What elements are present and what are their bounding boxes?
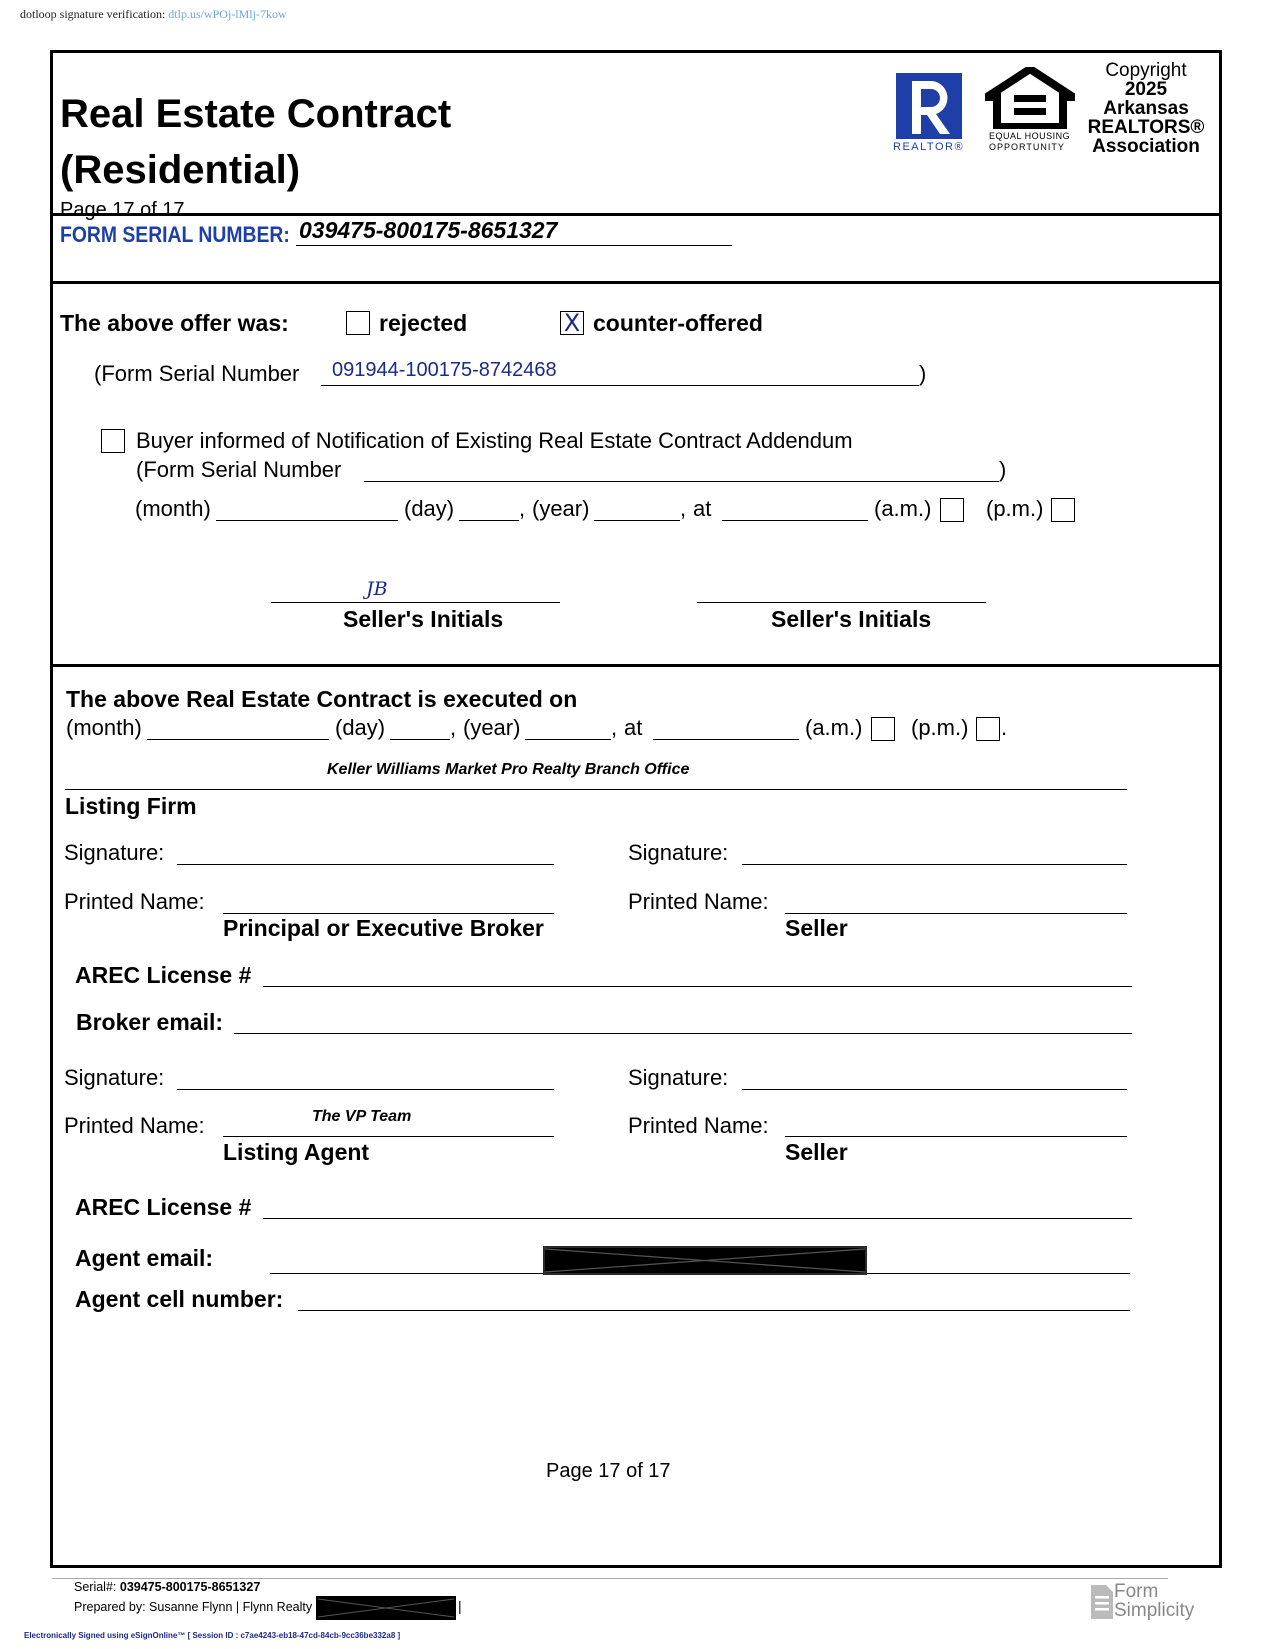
- signature-verification: [20, 7, 287, 22]
- executed-am-label: (a.m.): [805, 715, 863, 740]
- seller-initials-value: JB: [366, 578, 388, 600]
- rejected-label: rejected: [379, 310, 468, 336]
- notification-checkbox[interactable]: [101, 429, 125, 453]
- executed-at-label: at: [624, 715, 643, 740]
- brand-line-1: Form: [1114, 1581, 1159, 1602]
- footer-serial-value: 039475-800175-8651327: [119, 1580, 261, 1594]
- broker-printed-name-label: Printed Name:: [64, 889, 205, 914]
- executed-am-checkbox[interactable]: [871, 717, 895, 741]
- executed-year-line: [525, 739, 611, 740]
- agent-printed-name-line: [223, 1136, 554, 1137]
- agent-arec-label: AREC License #: [75, 1194, 252, 1220]
- seller1-signature-line: [742, 864, 1127, 865]
- serial-label: FORM SERIAL NUMBER:: [60, 222, 290, 247]
- page-title: Real Estate Contract: [60, 92, 452, 136]
- form-serial-label: (Form Serial Number: [94, 361, 300, 386]
- listing-firm-label: Listing Firm: [65, 793, 197, 819]
- rejected-checkbox[interactable]: [346, 311, 370, 335]
- agent-cell-label: Agent cell number:: [75, 1286, 284, 1312]
- agent-email-redaction: [543, 1246, 867, 1275]
- notification-serial-label: (Form Serial Number: [136, 457, 342, 482]
- equal-housing-caption-2: OPPORTUNITY: [989, 142, 1065, 152]
- notification-year-label: (year): [532, 496, 590, 521]
- executed-month-line: [147, 739, 329, 740]
- copyright-line-2: 2025: [1124, 79, 1168, 100]
- executed-year-label: (year): [463, 715, 521, 740]
- copyright-line-3: Arkansas: [1103, 98, 1189, 119]
- broker-signature-label: Signature:: [64, 840, 165, 865]
- equal-housing-logo: [985, 67, 1075, 157]
- seller2-role-label: Seller: [785, 1139, 848, 1165]
- serial-underline: [296, 245, 732, 246]
- esign-notice: Electronically Signed using eSignOnline™ [ Session ID : c7ae4243-eb18-47cd-84cb-9cc36be332a8 ]: [24, 1631, 401, 1640]
- broker-email-label: Broker email:: [76, 1009, 224, 1035]
- seller-initials-label-left: Seller's Initials: [343, 606, 504, 632]
- page-number-header: Page 17 of 17: [60, 199, 185, 221]
- executed-heading: The above Real Estate Contract is executed on: [66, 686, 578, 712]
- footer-serial: [74, 1580, 260, 1594]
- notification-am-checkbox[interactable]: [940, 498, 964, 522]
- counter-offer-serial-value: 091944-100175-8742468: [332, 359, 557, 381]
- executed-day-line: [390, 739, 450, 740]
- footer-serial-label: Serial#:: [74, 1580, 117, 1594]
- footer-redaction: [316, 1596, 456, 1620]
- broker-signature-line: [177, 864, 554, 865]
- brand-line-2: Simplicity: [1114, 1600, 1195, 1621]
- listing-firm-line: [65, 789, 1127, 790]
- seller1-printed-name-label: Printed Name:: [628, 889, 769, 914]
- seller1-signature-label: Signature:: [628, 840, 729, 865]
- contract-page: Real Estate Contract (Residential) Page 17 of 17 REALTOR® EQUAL HOUSING OPPORTUNITY Copyright 2025 Arkansas REALTORS® Association FORM SERIAL NUMBER: 039475-800175-8651327 The above offer was: rejected X counter-offered (Form Serial Number 091944-100175-8742468 ) Buyer informed of Notification of Existing Real Estate Contract Addendum (Form Serial Number ) (month) (day) , (year) , at (a.m.) (p.m.) JB Seller's Initials Seller's Initials The above Real Estate Contract is executed on (month) (day) , (year) , at (a.m.) (p.m.) . Keller Williams Market Pro Realty Branch Office Listing Firm Signature: Signature: Printed Name: Printed Name: Principal or Executive Broker Seller AREC License # Broker email: Signature: Signature: The VP Team Printed Name: Printed Name: Listing Agent Seller AREC License # Agent email: Agent cell number: Page 17 of 17: [50, 50, 1222, 1568]
- notification-pm-label: (p.m.): [986, 496, 1044, 521]
- copyright-block: [1081, 61, 1211, 156]
- offer-label: The above offer was:: [60, 310, 289, 336]
- divider-initials: [53, 664, 1219, 667]
- agent-signature-line: [177, 1089, 554, 1090]
- counter-offered-checkbox[interactable]: X: [560, 311, 584, 335]
- agent-cell-line: [298, 1310, 1130, 1311]
- agent-email-label: Agent email:: [75, 1245, 214, 1271]
- broker-role-label: Principal or Executive Broker: [223, 915, 544, 941]
- broker-printed-name-line: [223, 913, 554, 914]
- agent-printed-name-value: The VP Team: [312, 1108, 412, 1125]
- agent-signature-label: Signature:: [64, 1065, 165, 1090]
- document-icon: [1090, 1584, 1114, 1620]
- notification-pm-checkbox[interactable]: [1051, 498, 1075, 522]
- notification-day-line: [459, 520, 519, 521]
- seller-initials-line-left: [271, 602, 560, 603]
- notification-serial-line: [364, 481, 999, 482]
- agent-printed-name-label: Printed Name:: [64, 1113, 205, 1138]
- notification-am-label: (a.m.): [874, 496, 932, 521]
- equal-housing-caption-1: EQUAL HOUSING: [989, 131, 1071, 141]
- listing-firm-value: Keller Williams Market Pro Realty Branch Office: [327, 761, 690, 778]
- seller2-signature-line: [742, 1089, 1127, 1090]
- notification-serial-close: ): [999, 457, 1007, 482]
- copyright-line-4: REALTORS®: [1087, 117, 1205, 138]
- notification-month-label: (month): [135, 496, 211, 521]
- broker-email-line: [234, 1033, 1132, 1034]
- page-number-footer: Page 17 of 17: [546, 1460, 671, 1482]
- seller2-signature-label: Signature:: [628, 1065, 729, 1090]
- realtor-caption: REALTOR®: [893, 141, 965, 153]
- notification-time-line: [722, 520, 868, 521]
- seller1-printed-name-line: [785, 913, 1127, 914]
- redaction-cross-icon: [316, 1596, 456, 1620]
- notification-year-line: [594, 520, 680, 521]
- page-subtitle: (Residential): [60, 148, 301, 192]
- agent-role-label: Listing Agent: [223, 1139, 370, 1165]
- copyright-line-1: Copyright: [1105, 60, 1187, 81]
- executed-pm-label: (p.m.): [911, 715, 969, 740]
- seller2-printed-name-label: Printed Name:: [628, 1113, 769, 1138]
- notification-at-label: at: [693, 496, 712, 521]
- executed-month-label: (month): [66, 715, 142, 740]
- executed-day-label: (day): [335, 715, 386, 740]
- verification-label: dotloop signature verification:: [20, 7, 166, 21]
- divider-header: [53, 213, 1219, 216]
- seller-initials-line-right: [697, 602, 986, 603]
- redaction-cross-icon: [543, 1246, 867, 1275]
- seller2-printed-name-line: [785, 1136, 1127, 1137]
- realtor-logo: [893, 73, 965, 165]
- footer-divider: [52, 1578, 1168, 1579]
- realtor-r-icon: [896, 73, 962, 139]
- verification-link[interactable]: dtlp.us/wPOj-lMlj-7kow: [168, 7, 287, 21]
- equal-housing-icon: [985, 67, 1075, 129]
- notification-label: Buyer informed of Notification of Existing Real Estate Contract Addendum: [136, 428, 853, 453]
- notification-month-line: [216, 520, 398, 521]
- copyright-line-5: Association: [1092, 136, 1200, 157]
- divider-serial: [53, 281, 1219, 284]
- executed-time-line: [653, 739, 799, 740]
- form-serial-close: ): [919, 361, 927, 386]
- notification-day-label: (day): [404, 496, 455, 521]
- agent-arec-line: [263, 1218, 1132, 1219]
- counter-offered-label: counter-offered: [593, 310, 763, 336]
- seller1-role-label: Seller: [785, 915, 848, 941]
- broker-arec-label: AREC License #: [75, 962, 252, 988]
- executed-pm-checkbox[interactable]: [976, 717, 1000, 741]
- seller-initials-label-right: Seller's Initials: [771, 606, 932, 632]
- footer-prepared-by: Prepared by: Susanne Flynn | Flynn Realty: [74, 1600, 313, 1614]
- counter-offer-serial-line: [321, 385, 919, 386]
- serial-value: 039475-800175-8651327: [299, 217, 558, 243]
- broker-arec-line: [263, 986, 1132, 987]
